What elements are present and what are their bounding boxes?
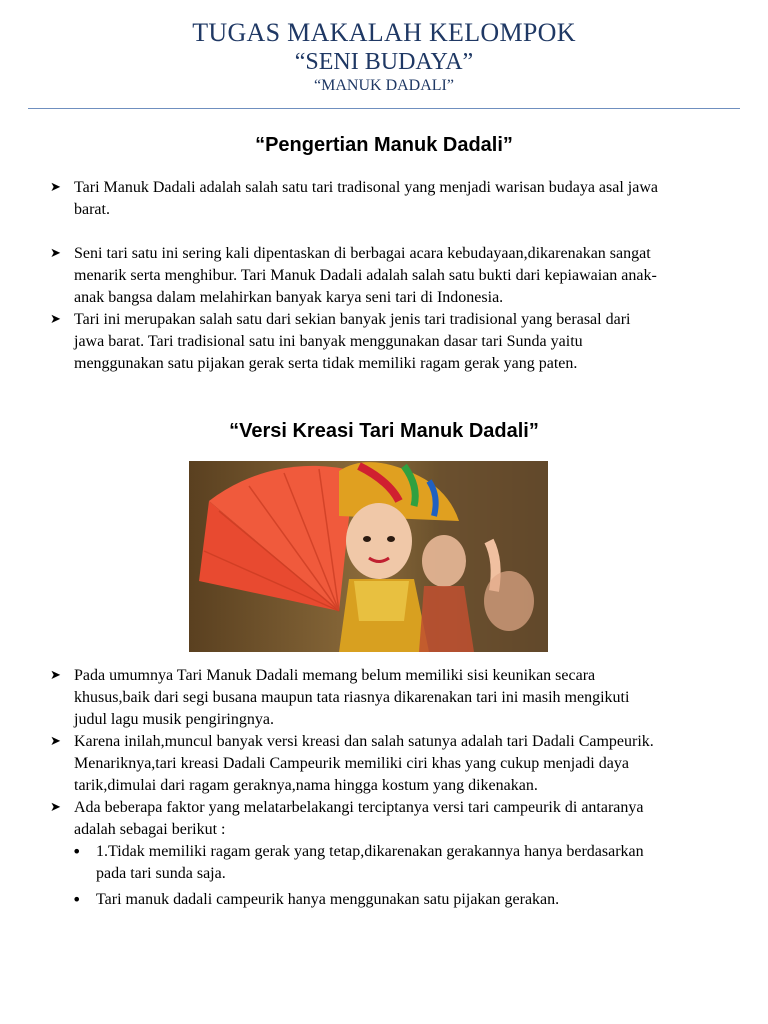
title-line-1: TUGAS MAKALAH KELOMPOK (192, 18, 576, 47)
list-item: ➤ Ada beberapa faktor yang melatarbelakangi terciptanya versi tari campeurik di antaranya adalah sebagai berikut : (50, 799, 644, 838)
dancer-photo (189, 461, 548, 652)
list-item: ➤ Tari Manuk Dadali adalah salah satu tari tradisonal yang menjadi warisan budaya asal jawa barat. (50, 179, 658, 218)
versi-kreasi-list (50, 665, 740, 911)
list-item: ➤ Tari ini merupakan salah satu dari sekian banyak jenis tari tradisional yang berasal dari jawa barat. Tari tradisional satu ini banyak menggunakan dasar tari Sunda yaitu menggunakan satu pijakan gerak serta tidak memiliki ragam gerak yang paten. (50, 311, 631, 372)
dot-bullet-icon: • (72, 890, 82, 909)
section-heading-versi-kreasi: “Versi Kreasi Tari Manuk Dadali” (229, 420, 539, 442)
list-item: ➤ Karena inilah,muncul banyak versi kreasi dan salah satunya adalah tari Dadali Campeurik. Menariknya,tari kreasi Dadali Campeurik memiliki ciri khas yang cukup menjadi daya tarik,dimulai dari ragam geraknya,nama hingga kostum yang dikenakan. (50, 733, 654, 794)
list-item: ➤ Pada umumnya Tari Manuk Dadali memang belum memiliki sisi keunikan secara khusus,baik dari segi busana maupun tata riasnya dikarenakan tari ini masih mengikuti judul lagu musik pengiringnya. (50, 667, 630, 728)
list-item: ➤ Seni tari satu ini sering kali dipentaskan di berbagai acara kebudayaan,dikarenakan sangat menarik serta menghibur. Tari Manuk Dadali adalah salah satu bukti dari kepiawaian anak- anak bangsa dalam melahirkan banyak karya seni tari di Indonesia. (50, 245, 657, 306)
sub-list-item: • Tari manuk dadali campeurik hanya menggunakan satu pijakan gerakan. (72, 890, 560, 909)
pengertian-list (50, 177, 740, 375)
arrow-bullet-icon: ➤ (50, 312, 61, 327)
title-line-3: “MANUK DADALI” (314, 77, 454, 94)
arrow-bullet-icon: ➤ (50, 734, 61, 749)
arrow-bullet-icon: ➤ (50, 246, 61, 261)
arrow-bullet-icon: ➤ (50, 800, 61, 815)
title-line-2: “SENI BUDAYA” (294, 49, 474, 75)
arrow-bullet-icon: ➤ (50, 180, 61, 195)
arrow-bullet-icon: ➤ (50, 668, 61, 683)
title-divider (28, 108, 740, 109)
sub-list-item: • 1.Tidak memiliki ragam gerak yang tetap,dikarenakan gerakannya hanya berdasarkan pada tari sunda saja. (72, 842, 644, 882)
document-title (0, 18, 768, 96)
section-heading-pengertian: “Pengertian Manuk Dadali” (255, 134, 513, 156)
dot-bullet-icon: • (72, 842, 82, 861)
